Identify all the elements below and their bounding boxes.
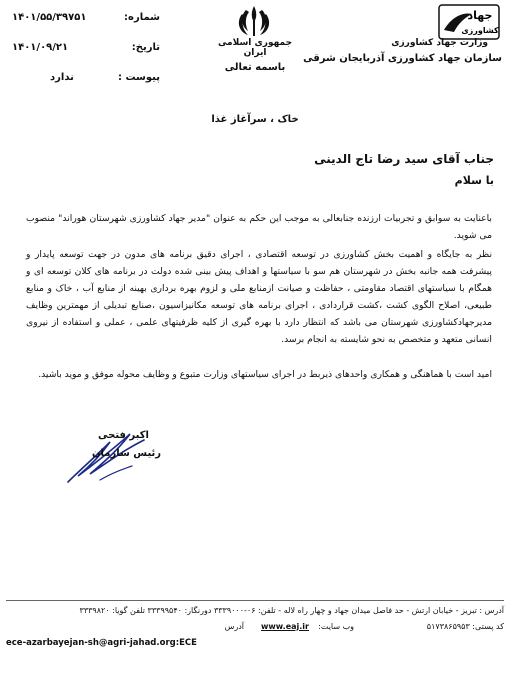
number-label: شماره: <box>124 12 160 23</box>
attachment-value: ندارد <box>50 72 74 83</box>
signer-name: اکبر فتحی <box>98 430 149 441</box>
letter-meta <box>10 12 160 92</box>
center-heading <box>205 38 305 73</box>
footer-email[interactable]: ece-azarbayejan-sh@agri-jahad.org:ECE <box>6 638 197 648</box>
ministry-name: وزارت جهاد کشاورزی <box>391 38 488 48</box>
greeting: با سلام <box>454 174 494 187</box>
signer-title: رئیس سازمان <box>92 448 162 459</box>
number-value: ۱۴۰۱/۵۵/۳۹۷۵۱ <box>12 12 87 23</box>
postal-code: کد پستی: ۵۱۷۳۸۶۵۹۵۳ <box>426 622 504 631</box>
website-link[interactable]: www.eaj.ir <box>261 622 309 631</box>
attachment-row <box>10 72 160 92</box>
ministry-logo-icon <box>438 4 500 40</box>
paragraph-1: باعنایت به سوابق و تجربیات ارزنده جنابعالی به موجب این حکم به عنوان "مدیر جهاد کشاورزی شهرستان هوراند" منصوب می شوید. <box>26 213 492 241</box>
date-value: ۱۴۰۱/۰۹/۲۱ <box>12 42 69 53</box>
date-row <box>10 42 160 62</box>
email-label: آدرس <box>224 622 244 631</box>
number-row <box>10 12 160 32</box>
logo-text-top: جهاد <box>467 9 493 22</box>
paragraph-2: نظر به جایگاه و اهمیت بخش کشاورزی در توسعه اقتصادی ، اجرای دقیق برنامه های مدون در جهت توسعه پایدار و پیشرفت همه جانبه بخش در شهرستان هم سو با سیاستها و اهداف پیش بینی شده دولت در برنامه های کلان توسعه ای و همگام با سیاستهای اقتصاد مقاومتی ، حفاظت و صیانت ازمنابع ملی و لزوم بهره برداری بهینه از منابع آب ، خاک و منابع طبیعی، اصلاح الگوی کشت ،کشت قراردادی ، اجرای برنامه های توسعه مکانیزاسیون ،صنایع تبدیلی از مهمترین وظایف مدیرجهادکشاورزی شهرستان می باشد که انتظار دارد با بهره گیری از کلیه ظرفیتهای علمی ، عملی و استفاده از نیروی انسانی متعهد و متخصص به نحو شایسته به انجام برسد. <box>26 249 492 345</box>
letter-subject: خاک ، سرآغاز غذا <box>211 114 299 125</box>
footer-contact-row <box>6 622 504 636</box>
logo-text-bottom: کشاورزی <box>461 26 499 35</box>
organization-heading <box>300 38 502 64</box>
footer-divider <box>6 600 504 601</box>
paragraph-3: امید است با هماهنگی و همکاری واحدهای ذیربط در اجرای سیاستهای وزارت متبوع و وظایف محوله موفق و موید باشید. <box>38 369 492 380</box>
attachment-label: پیوست : <box>117 72 160 83</box>
iran-emblem-icon <box>234 4 274 38</box>
date-label: تاریخ: <box>131 42 160 53</box>
website-label: وب سایت: <box>318 622 354 631</box>
country-name: جمهوری اسلامی ایران <box>217 38 293 58</box>
motto: باسمه تعالی <box>224 62 286 73</box>
emblem <box>222 4 286 42</box>
footer-address: آدرس : تبریز - خیابان ارتش - حد فاصل میدان جهاد و چهار راه لاله - تلفن: ۰۶-۳۳۳۹۰۰۰ دورنگار: ۳۳۳۹۹۵۴۰ تلفن گویا: ۳۳۳۹۸۲۰ <box>79 606 504 615</box>
addressee: جناب آقای سید رضا تاج الدینی <box>314 152 494 166</box>
organization-name: سازمان جهاد کشاورزی آذربایجان شرقی <box>303 53 502 64</box>
ministry-logo <box>438 4 500 40</box>
